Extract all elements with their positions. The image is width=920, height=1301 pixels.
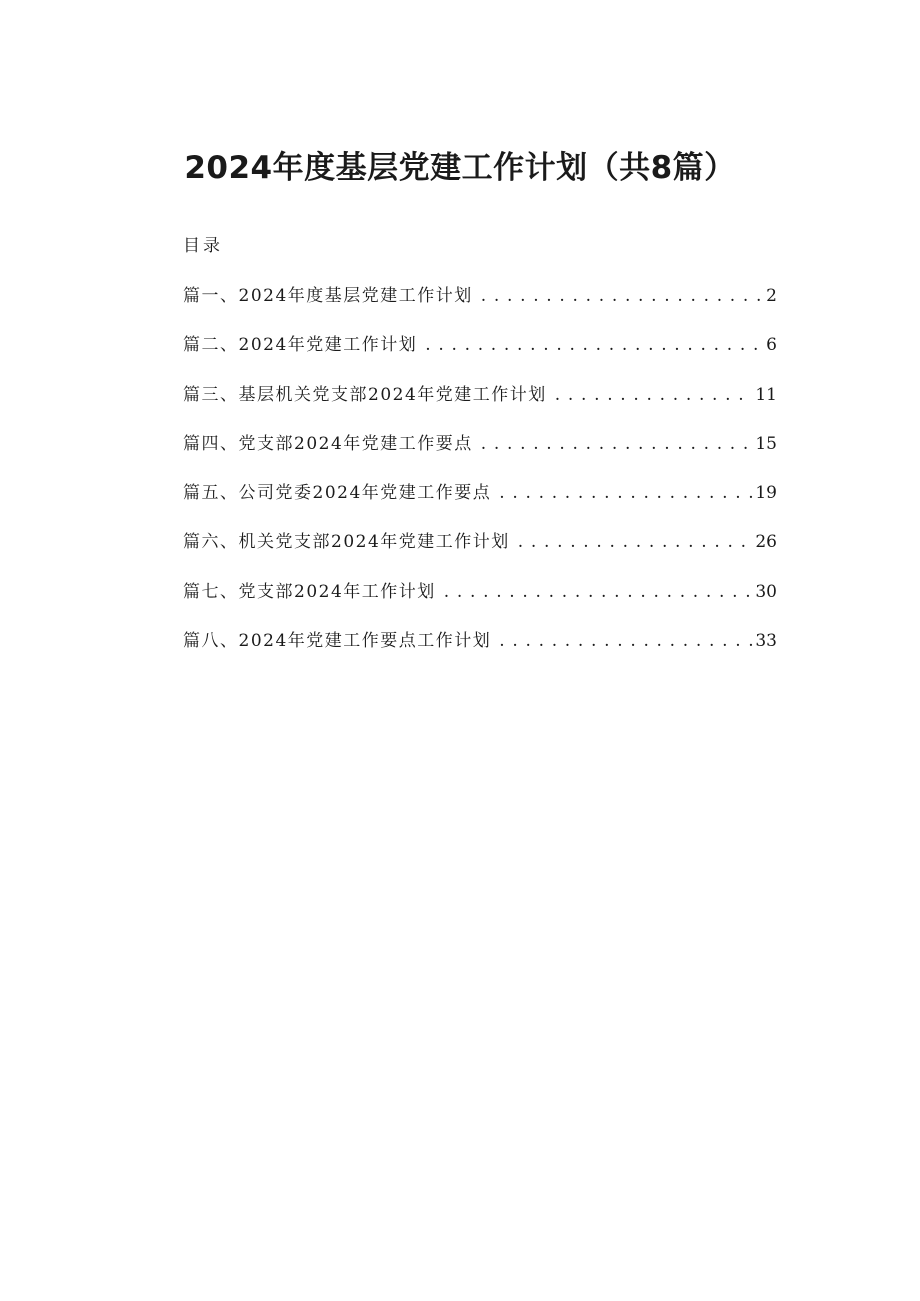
toc-entry-8[interactable] — [183, 629, 777, 678]
toc-entry-7[interactable] — [183, 580, 777, 629]
toc-entry-page: 11 — [755, 384, 777, 405]
toc-entry-page: 15 — [755, 433, 777, 454]
toc-dot-leader — [481, 432, 754, 456]
toc-entry-page: 6 — [766, 335, 777, 356]
toc-entry-label: 篇七、党支部2024年工作计划 — [183, 581, 436, 602]
toc-entry-label: 篇五、公司党委2024年党建工作要点 — [183, 483, 492, 504]
toc-entry-label: 篇六、机关党支部2024年党建工作计划 — [183, 532, 510, 553]
toc-entry-label: 篇八、2024年党建工作要点工作计划 — [183, 631, 492, 652]
toc-entry-6[interactable] — [183, 530, 777, 579]
toc-dot-leader — [444, 580, 754, 604]
toc-entry-4[interactable] — [183, 432, 777, 481]
toc-entry-3[interactable] — [183, 383, 777, 432]
toc-dot-leader — [499, 481, 753, 505]
toc-entry-page: 19 — [755, 483, 777, 504]
toc-entry-page: 30 — [755, 581, 777, 602]
toc-entry-label: 篇三、基层机关党支部2024年党建工作计划 — [183, 384, 547, 405]
table-of-contents — [183, 284, 777, 678]
toc-entry-page: 2 — [766, 286, 777, 306]
toc-dot-leader — [518, 530, 754, 554]
toc-heading: 目录 — [183, 236, 223, 256]
toc-entry-2[interactable] — [183, 333, 777, 382]
toc-entry-label: 篇二、2024年党建工作计划 — [183, 335, 418, 356]
toc-entry-page: 26 — [755, 532, 777, 553]
toc-dot-leader — [425, 333, 764, 357]
toc-dot-leader — [499, 629, 753, 653]
toc-entry-label: 篇四、党支部2024年党建工作要点 — [183, 433, 473, 454]
toc-entry-1[interactable] — [183, 284, 777, 333]
toc-dot-leader — [481, 284, 764, 308]
toc-entry-label: 篇一、2024年度基层党建工作计划 — [183, 286, 473, 306]
document-title: 2024年度基层党建工作计划（共8篇） — [184, 150, 736, 186]
toc-entry-5[interactable] — [183, 481, 777, 530]
toc-entry-page: 33 — [755, 631, 777, 652]
toc-dot-leader — [555, 383, 754, 407]
